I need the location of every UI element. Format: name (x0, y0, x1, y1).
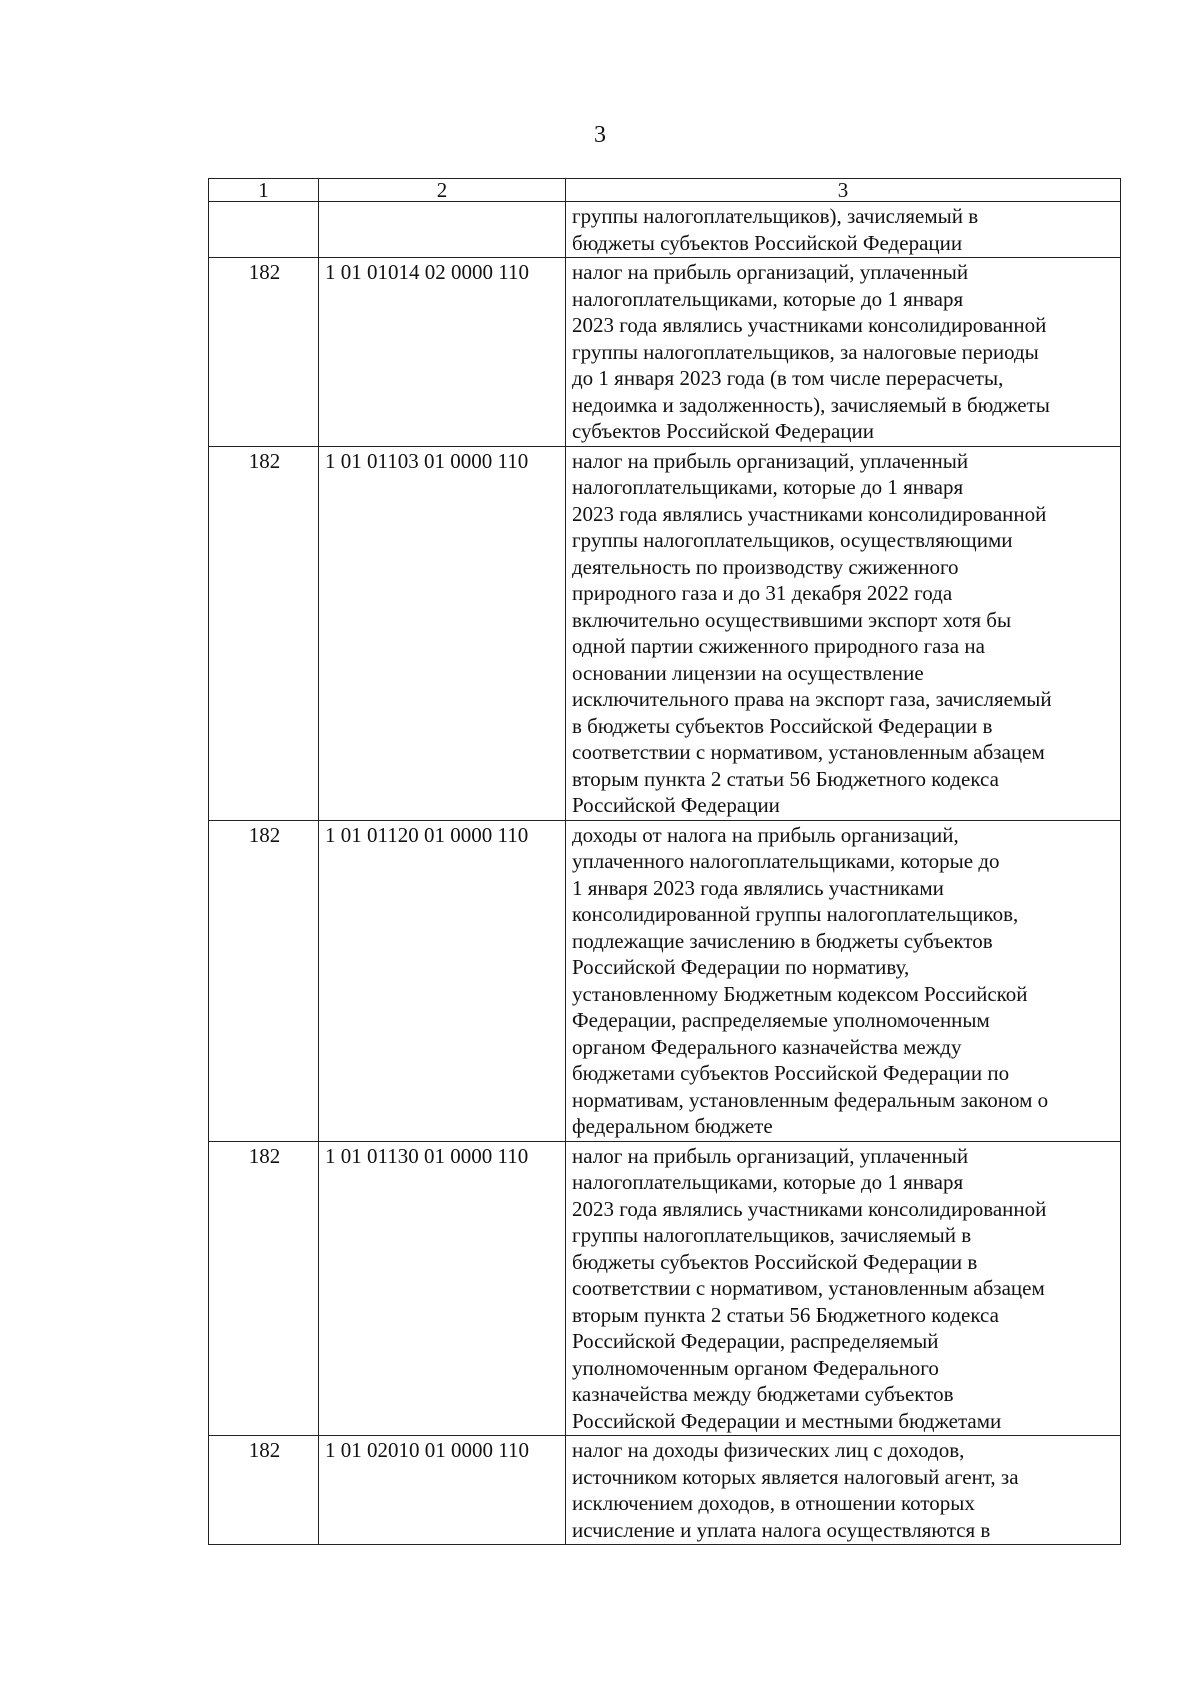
description-cell (566, 820, 1121, 1141)
description-line: доходы от налога на прибыль организаций, (572, 822, 959, 847)
admin-code-cell: 182 (209, 1141, 319, 1436)
description-cell (566, 202, 1121, 258)
description-line: налогоплательщиками, которые до 1 января (572, 286, 964, 311)
table-header-row (209, 179, 1121, 202)
description-line: Российской Федерации (572, 793, 780, 817)
budget-code-cell: 1 01 01120 01 0000 110 (319, 820, 566, 1141)
budget-code-cell: 1 01 01103 01 0000 110 (319, 446, 566, 820)
budget-code-cell: 1 01 01130 01 0000 110 (319, 1141, 566, 1436)
description-line: вторым пункта 2 статьи 56 Бюджетного кодекса (572, 1302, 999, 1327)
header-col-1: 1 (209, 179, 319, 202)
description-line: подлежащие зачислению в бюджеты субъектов (572, 928, 993, 953)
budget-code-cell (319, 202, 566, 258)
description-cell (566, 1141, 1121, 1436)
admin-code-cell: 182 (209, 820, 319, 1141)
description-line: в бюджеты субъектов Российской Федерации в (572, 713, 993, 738)
description-line: исчисление и уплата налога осуществляются в (572, 1517, 991, 1542)
header-col-2: 2 (319, 179, 566, 202)
description-line: Федерации, распределяемые уполномоченным (572, 1008, 990, 1032)
budget-code-cell: 1 01 02010 01 0000 110 (319, 1436, 566, 1545)
description-line: 2023 года являлись участниками консолидированной (572, 1196, 1047, 1221)
description-line: налог на прибыль организаций, уплаченный (572, 448, 969, 473)
description-line: субъектов Российской Федерации (572, 419, 875, 443)
description-line: группы налогоплательщиков, зачисляемый в (572, 1223, 972, 1247)
description-line: включительно осуществившими экспорт хотя бы (572, 607, 1012, 632)
description-line: бюджеты субъектов Российской Федерации в (572, 1249, 978, 1274)
description-line: до 1 января 2023 года (в том числе перерасчеты, (572, 366, 1004, 390)
description-line: 2023 года являлись участниками консолидированной (572, 501, 1047, 526)
description-line: казначейства между бюджетами субъектов (572, 1382, 954, 1406)
description-line: группы налогоплательщиков, за налоговые периоды (572, 339, 1039, 364)
description-line: группы налогоплательщиков), зачисляемый в (572, 204, 979, 228)
description-line: федеральном бюджете (572, 1114, 773, 1138)
description-cell (566, 446, 1121, 820)
description-line: налогоплательщиками, которые до 1 января (572, 475, 964, 499)
description-line: 1 января 2023 года являлись участниками (572, 875, 944, 900)
description-line: соответствии с нормативом, установленным абзацем (572, 1276, 1045, 1300)
admin-code-cell (209, 202, 319, 258)
table-row (209, 202, 1121, 258)
description-line: бюджеты субъектов Российской Федерации (572, 230, 963, 255)
table-row (209, 1436, 1121, 1545)
description-line: налог на прибыль организаций, уплаченный (572, 1143, 969, 1168)
description-cell (566, 1436, 1121, 1545)
admin-code-cell: 182 (209, 446, 319, 820)
description-line: нормативам, установленным федеральным законом о (572, 1087, 1049, 1112)
description-line: органом Федерального казначейства между (572, 1034, 962, 1059)
description-line: природного газа и до 31 декабря 2022 года (572, 581, 953, 605)
admin-code-cell: 182 (209, 258, 319, 447)
description-line: вторым пункта 2 статьи 56 Бюджетного кодекса (572, 766, 999, 791)
description-line: Российской Федерации по нормативу, (572, 955, 910, 979)
page-number: 3 (594, 122, 606, 148)
description-line: консолидированной группы налогоплательщиков, (572, 902, 1019, 926)
description-line: соответствии с нормативом, установленным абзацем (572, 740, 1045, 764)
header-col-3: 3 (566, 179, 1121, 202)
table-row (209, 820, 1121, 1141)
description-cell (566, 258, 1121, 447)
description-line: одной партии сжиженного природного газа на (572, 634, 985, 658)
description-line: исключением доходов, в отношении которых (572, 1491, 975, 1515)
description-line: Российской Федерации и местными бюджетами (572, 1408, 1002, 1433)
description-line: недоимка и задолженность), зачисляемый в бюджеты (572, 392, 1050, 417)
description-line: группы налогоплательщиков, осуществляющими (572, 528, 1013, 552)
budget-codes-table (208, 178, 1121, 1545)
description-line: 2023 года являлись участниками консолидированной (572, 313, 1047, 337)
description-line: установленному Бюджетным кодексом Российской (572, 981, 1028, 1006)
table-row (209, 446, 1121, 820)
description-line: налогоплательщиками, которые до 1 января (572, 1170, 964, 1194)
description-line: исключительного права на экспорт газа, зачисляемый (572, 687, 1052, 711)
description-line: Российской Федерации, распределяемый (572, 1329, 939, 1353)
description-line: деятельность по производству сжиженного (572, 554, 959, 579)
table-body (209, 179, 1121, 1545)
description-line: источником которых является налоговый агент, за (572, 1464, 1019, 1489)
budget-code-cell: 1 01 01014 02 0000 110 (319, 258, 566, 447)
table-row (209, 1141, 1121, 1436)
table-row (209, 258, 1121, 447)
description-line: уполномоченным органом Федерального (572, 1355, 939, 1380)
description-line: налог на прибыль организаций, уплаченный (572, 260, 969, 284)
description-line: бюджетами субъектов Российской Федерации по (572, 1061, 1010, 1085)
admin-code-cell: 182 (209, 1436, 319, 1545)
description-line: налог на доходы физических лиц с доходов, (572, 1438, 965, 1462)
description-line: основании лицензии на осуществление (572, 660, 924, 685)
description-line: уплаченного налогоплательщиками, которые до (572, 849, 1000, 873)
